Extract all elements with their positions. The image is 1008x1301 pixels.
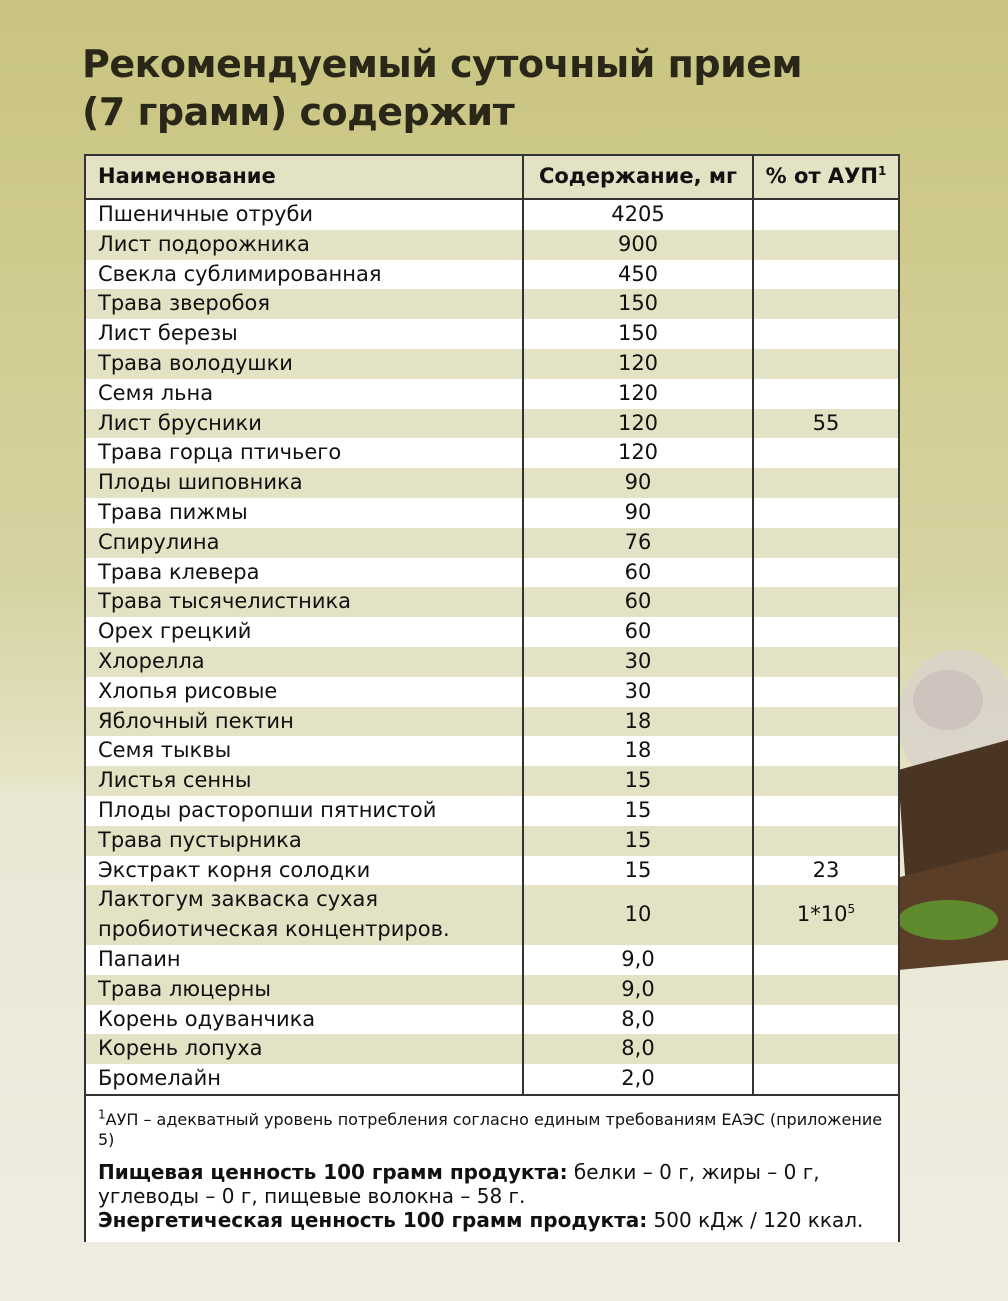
- row-name: Семя льна: [86, 379, 523, 409]
- table-row: [86, 766, 898, 796]
- row-content-mg: 15: [523, 766, 753, 796]
- row-percent: [753, 707, 898, 737]
- row-percent: [753, 766, 898, 796]
- row-name: Корень лопуха: [86, 1034, 523, 1064]
- table-row: [86, 260, 898, 290]
- row-name: Лактогум закваска сухая пробиотическая концентриров.: [86, 885, 523, 945]
- table-row: [86, 438, 898, 468]
- energy-value: Энергетическая ценность 100 грамм продукта: 500 кДж / 120 ккал.: [98, 1207, 864, 1232]
- row-content-mg: 76: [523, 528, 753, 558]
- table-row: [86, 677, 898, 707]
- row-name: Трава пижмы: [86, 498, 523, 528]
- row-name: Листья сенны: [86, 766, 523, 796]
- row-name: Трава тысячелистника: [86, 587, 523, 617]
- table-row: [86, 558, 898, 588]
- row-percent: [753, 647, 898, 677]
- row-percent: 55: [753, 409, 898, 439]
- table-row: [86, 349, 898, 379]
- row-percent: [753, 558, 898, 588]
- row-name: Трава горца птичьего: [86, 438, 523, 468]
- table-row: [86, 707, 898, 737]
- row-name: Хлопья рисовые: [86, 677, 523, 707]
- table-row: [86, 528, 898, 558]
- row-content-mg: 9,0: [523, 975, 753, 1005]
- row-percent: [753, 289, 898, 319]
- row-percent: [753, 1034, 898, 1064]
- row-percent: $1*10^5$: [753, 885, 898, 945]
- table-row: [86, 199, 898, 230]
- row-percent: [753, 438, 898, 468]
- table-row: [86, 1034, 898, 1064]
- footnote: $^1$АУП – адекватный уровень потребления согласно единым требованиям ЕАЭС (приложение 5): [98, 1107, 883, 1149]
- row-content-mg: 15: [523, 826, 753, 856]
- table-row: [86, 826, 898, 856]
- row-content-mg: 150: [523, 289, 753, 319]
- row-name: Спирулина: [86, 528, 523, 558]
- composition-table: [86, 156, 898, 1094]
- row-name: Папаин: [86, 945, 523, 975]
- row-name: Бромелайн: [86, 1064, 523, 1094]
- row-percent: [753, 796, 898, 826]
- row-percent: [753, 1064, 898, 1094]
- row-percent: [753, 528, 898, 558]
- table-row: [86, 409, 898, 439]
- row-percent: [753, 498, 898, 528]
- row-content-mg: 18: [523, 736, 753, 766]
- row-content-mg: 450: [523, 260, 753, 290]
- row-percent: [753, 736, 898, 766]
- table-row: [86, 945, 898, 975]
- row-name: Трава володушки: [86, 349, 523, 379]
- row-content-mg: 9,0: [523, 945, 753, 975]
- row-content-mg: 120: [523, 349, 753, 379]
- row-content-mg: 2,0: [523, 1064, 753, 1094]
- row-content-mg: 10: [523, 885, 753, 945]
- table-row: [86, 379, 898, 409]
- row-content-mg: 60: [523, 587, 753, 617]
- row-name: Лист брусники: [86, 409, 523, 439]
- row-percent: [753, 199, 898, 230]
- row-percent: [753, 260, 898, 290]
- row-percent: [753, 379, 898, 409]
- title-line-2: (7 грамм) содержит: [82, 90, 515, 134]
- row-content-mg: 900: [523, 230, 753, 260]
- table-row: [86, 230, 898, 260]
- table-row: [86, 647, 898, 677]
- row-content-mg: 120: [523, 438, 753, 468]
- row-content-mg: 15: [523, 796, 753, 826]
- row-name: Трава зверобоя: [86, 289, 523, 319]
- row-content-mg: 8,0: [523, 1034, 753, 1064]
- table-row: [86, 975, 898, 1005]
- table-row: [86, 289, 898, 319]
- row-content-mg: 60: [523, 617, 753, 647]
- row-name: Яблочный пектин: [86, 707, 523, 737]
- row-content-mg: 120: [523, 379, 753, 409]
- row-name: Лист березы: [86, 319, 523, 349]
- table-row: [86, 1005, 898, 1035]
- row-name: Семя тыквы: [86, 736, 523, 766]
- row-content-mg: 90: [523, 498, 753, 528]
- header-name: Наименование: [86, 156, 523, 199]
- table-row: [86, 856, 898, 886]
- title-line-1: Рекомендуемый суточный прием: [82, 42, 803, 86]
- row-name: Хлорелла: [86, 647, 523, 677]
- row-content-mg: 90: [523, 468, 753, 498]
- row-content-mg: 60: [523, 558, 753, 588]
- row-percent: 23: [753, 856, 898, 886]
- row-name: Лист подорожника: [86, 230, 523, 260]
- row-name: Свекла сублимированная: [86, 260, 523, 290]
- herbal-decoration-image: [888, 640, 1008, 980]
- table-row: [86, 736, 898, 766]
- row-percent: [753, 230, 898, 260]
- table-row: [86, 1064, 898, 1094]
- row-name: Экстракт корня солодки: [86, 856, 523, 886]
- table-header-row: [86, 156, 898, 199]
- row-percent: [753, 945, 898, 975]
- table-row: [86, 498, 898, 528]
- row-content-mg: 30: [523, 647, 753, 677]
- row-percent: [753, 468, 898, 498]
- row-content-mg: 150: [523, 319, 753, 349]
- table-body: [86, 199, 898, 1094]
- row-percent: [753, 677, 898, 707]
- header-percent: % от АУП$^1$: [753, 156, 898, 199]
- table-row: [86, 468, 898, 498]
- row-content-mg: 18: [523, 707, 753, 737]
- row-percent: [753, 319, 898, 349]
- header-content: Содержание, мг: [523, 156, 753, 199]
- row-name: Трава люцерны: [86, 975, 523, 1005]
- row-name: Плоды расторопши пятнистой: [86, 796, 523, 826]
- row-percent: [753, 617, 898, 647]
- row-name: Трава клевера: [86, 558, 523, 588]
- table-row: [86, 885, 898, 945]
- row-content-mg: 120: [523, 409, 753, 439]
- nutrition-value: Пищевая ценность 100 грамм продукта: белки – 0 г, жиры – 0 г, углеводы – 0 г, пищевые волокна – 58 г.: [98, 1159, 820, 1208]
- row-percent: [753, 826, 898, 856]
- row-content-mg: 30: [523, 677, 753, 707]
- row-name: Пшеничные отруби: [86, 199, 523, 230]
- table-row: [86, 617, 898, 647]
- table-footer: [86, 1094, 898, 1242]
- table-row: [86, 319, 898, 349]
- page-title: [82, 40, 882, 136]
- row-name: Корень одуванчика: [86, 1005, 523, 1035]
- row-percent: [753, 349, 898, 379]
- row-content-mg: 4205: [523, 199, 753, 230]
- row-content-mg: 15: [523, 856, 753, 886]
- table-row: [86, 587, 898, 617]
- row-name: Плоды шиповника: [86, 468, 523, 498]
- row-percent: [753, 1005, 898, 1035]
- row-content-mg: 8,0: [523, 1005, 753, 1035]
- row-name: Орех грецкий: [86, 617, 523, 647]
- row-percent: [753, 587, 898, 617]
- row-name: Трава пустырника: [86, 826, 523, 856]
- table-row: [86, 796, 898, 826]
- row-percent: [753, 975, 898, 1005]
- composition-table-container: [84, 154, 900, 1242]
